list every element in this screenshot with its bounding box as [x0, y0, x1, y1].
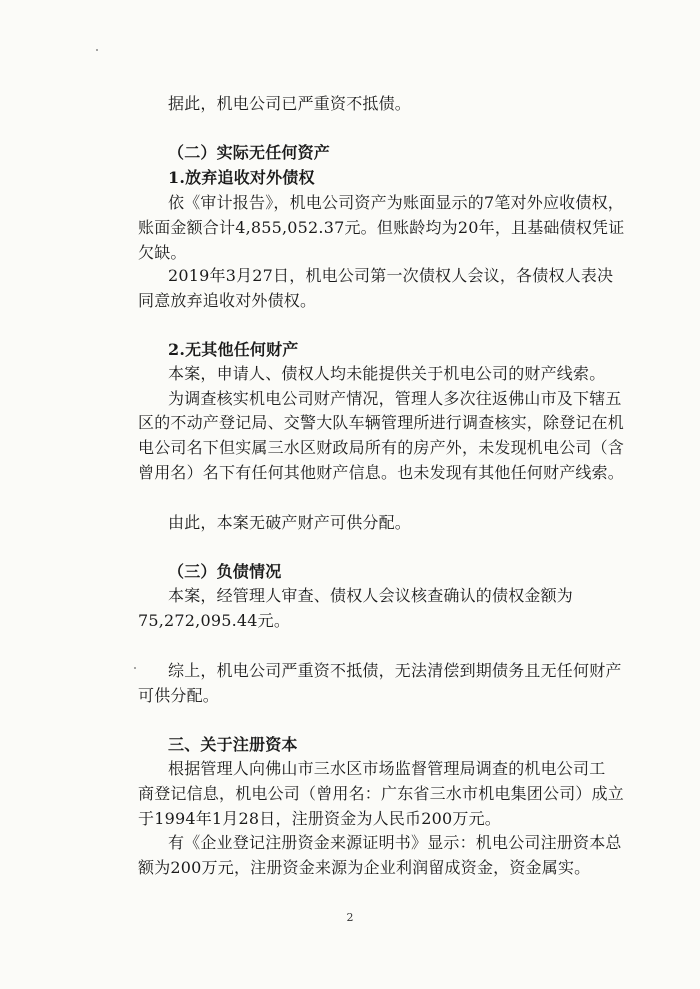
scan-speck — [96, 49, 98, 51]
paragraph-line: 根据管理人向佛山市三水区市场监督管理局调查的机电公司工 — [168, 759, 606, 778]
section-heading: （三）负债情况 — [168, 562, 282, 581]
paragraph-line: 额为200万元，注册资金来源为企业利润留成资金，资金属实。 — [138, 858, 591, 877]
paragraph-line: 75,272,095.44元。 — [138, 611, 291, 630]
subsection-heading: 1.放弃追收对外债权 — [168, 168, 315, 187]
paragraph-line: 于1994年1月28日，注册资金为人民币200万元。 — [138, 809, 501, 828]
paragraph-line: 2019年3月27日，机电公司第一次债权人会议，各债权人表决 — [168, 266, 614, 285]
scan-speck — [134, 667, 136, 669]
paragraph-line: 区的不动产登记局、交警大队车辆管理所进行调查核实，除登记在机 — [138, 413, 625, 432]
paragraph-line: 本案，经管理人审查、债权人会议核查确认的债权金额为 — [168, 586, 574, 605]
paragraph-line: 据此，机电公司已严重资不抵债。 — [168, 94, 412, 113]
paragraph-line: 曾用名）名下有任何其他财产信息。也未发现有其他任何财产线索。 — [138, 463, 625, 482]
paragraph-line: 电公司名下但实属三水区财政局所有的房产外，未发现机电公司（含 — [138, 438, 625, 457]
section-heading: 三、关于注册资本 — [168, 735, 298, 754]
paragraph-line: 有《企业登记注册资金来源证明书》显示：机电公司注册资本总 — [168, 833, 622, 852]
page-number: 2 — [346, 911, 354, 924]
paragraph-line: 为调查核实机电公司财产情况，管理人多次往返佛山市及下辖五 — [168, 389, 622, 408]
paragraph-line: 欠缺。 — [138, 243, 187, 262]
subsection-heading: 2.无其他任何财产 — [168, 340, 299, 359]
paragraph-line: 账面金额合计4,855,052.37元。但账龄均为20年，且基础债权凭证 — [138, 218, 625, 237]
section-heading: （二）实际无任何资产 — [168, 143, 331, 162]
paragraph-line: 由此，本案无破产财产可供分配。 — [168, 513, 412, 532]
paragraph-line: 综上，机电公司严重资不抵债，无法清偿到期债务且无任何财产 — [168, 661, 622, 680]
paragraph-line: 同意放弃追收对外债权。 — [138, 291, 317, 310]
paragraph-line: 商登记信息，机电公司（曾用名：广东省三水市机电集团公司）成立 — [138, 784, 625, 803]
paragraph-line: 可供分配。 — [138, 686, 220, 705]
paragraph-line: 本案，申请人、债权人均未能提供关于机电公司的财产线索。 — [168, 364, 606, 383]
paragraph-line: 依《审计报告》，机电公司资产为账面显示的7笔对外应收债权， — [168, 193, 624, 212]
